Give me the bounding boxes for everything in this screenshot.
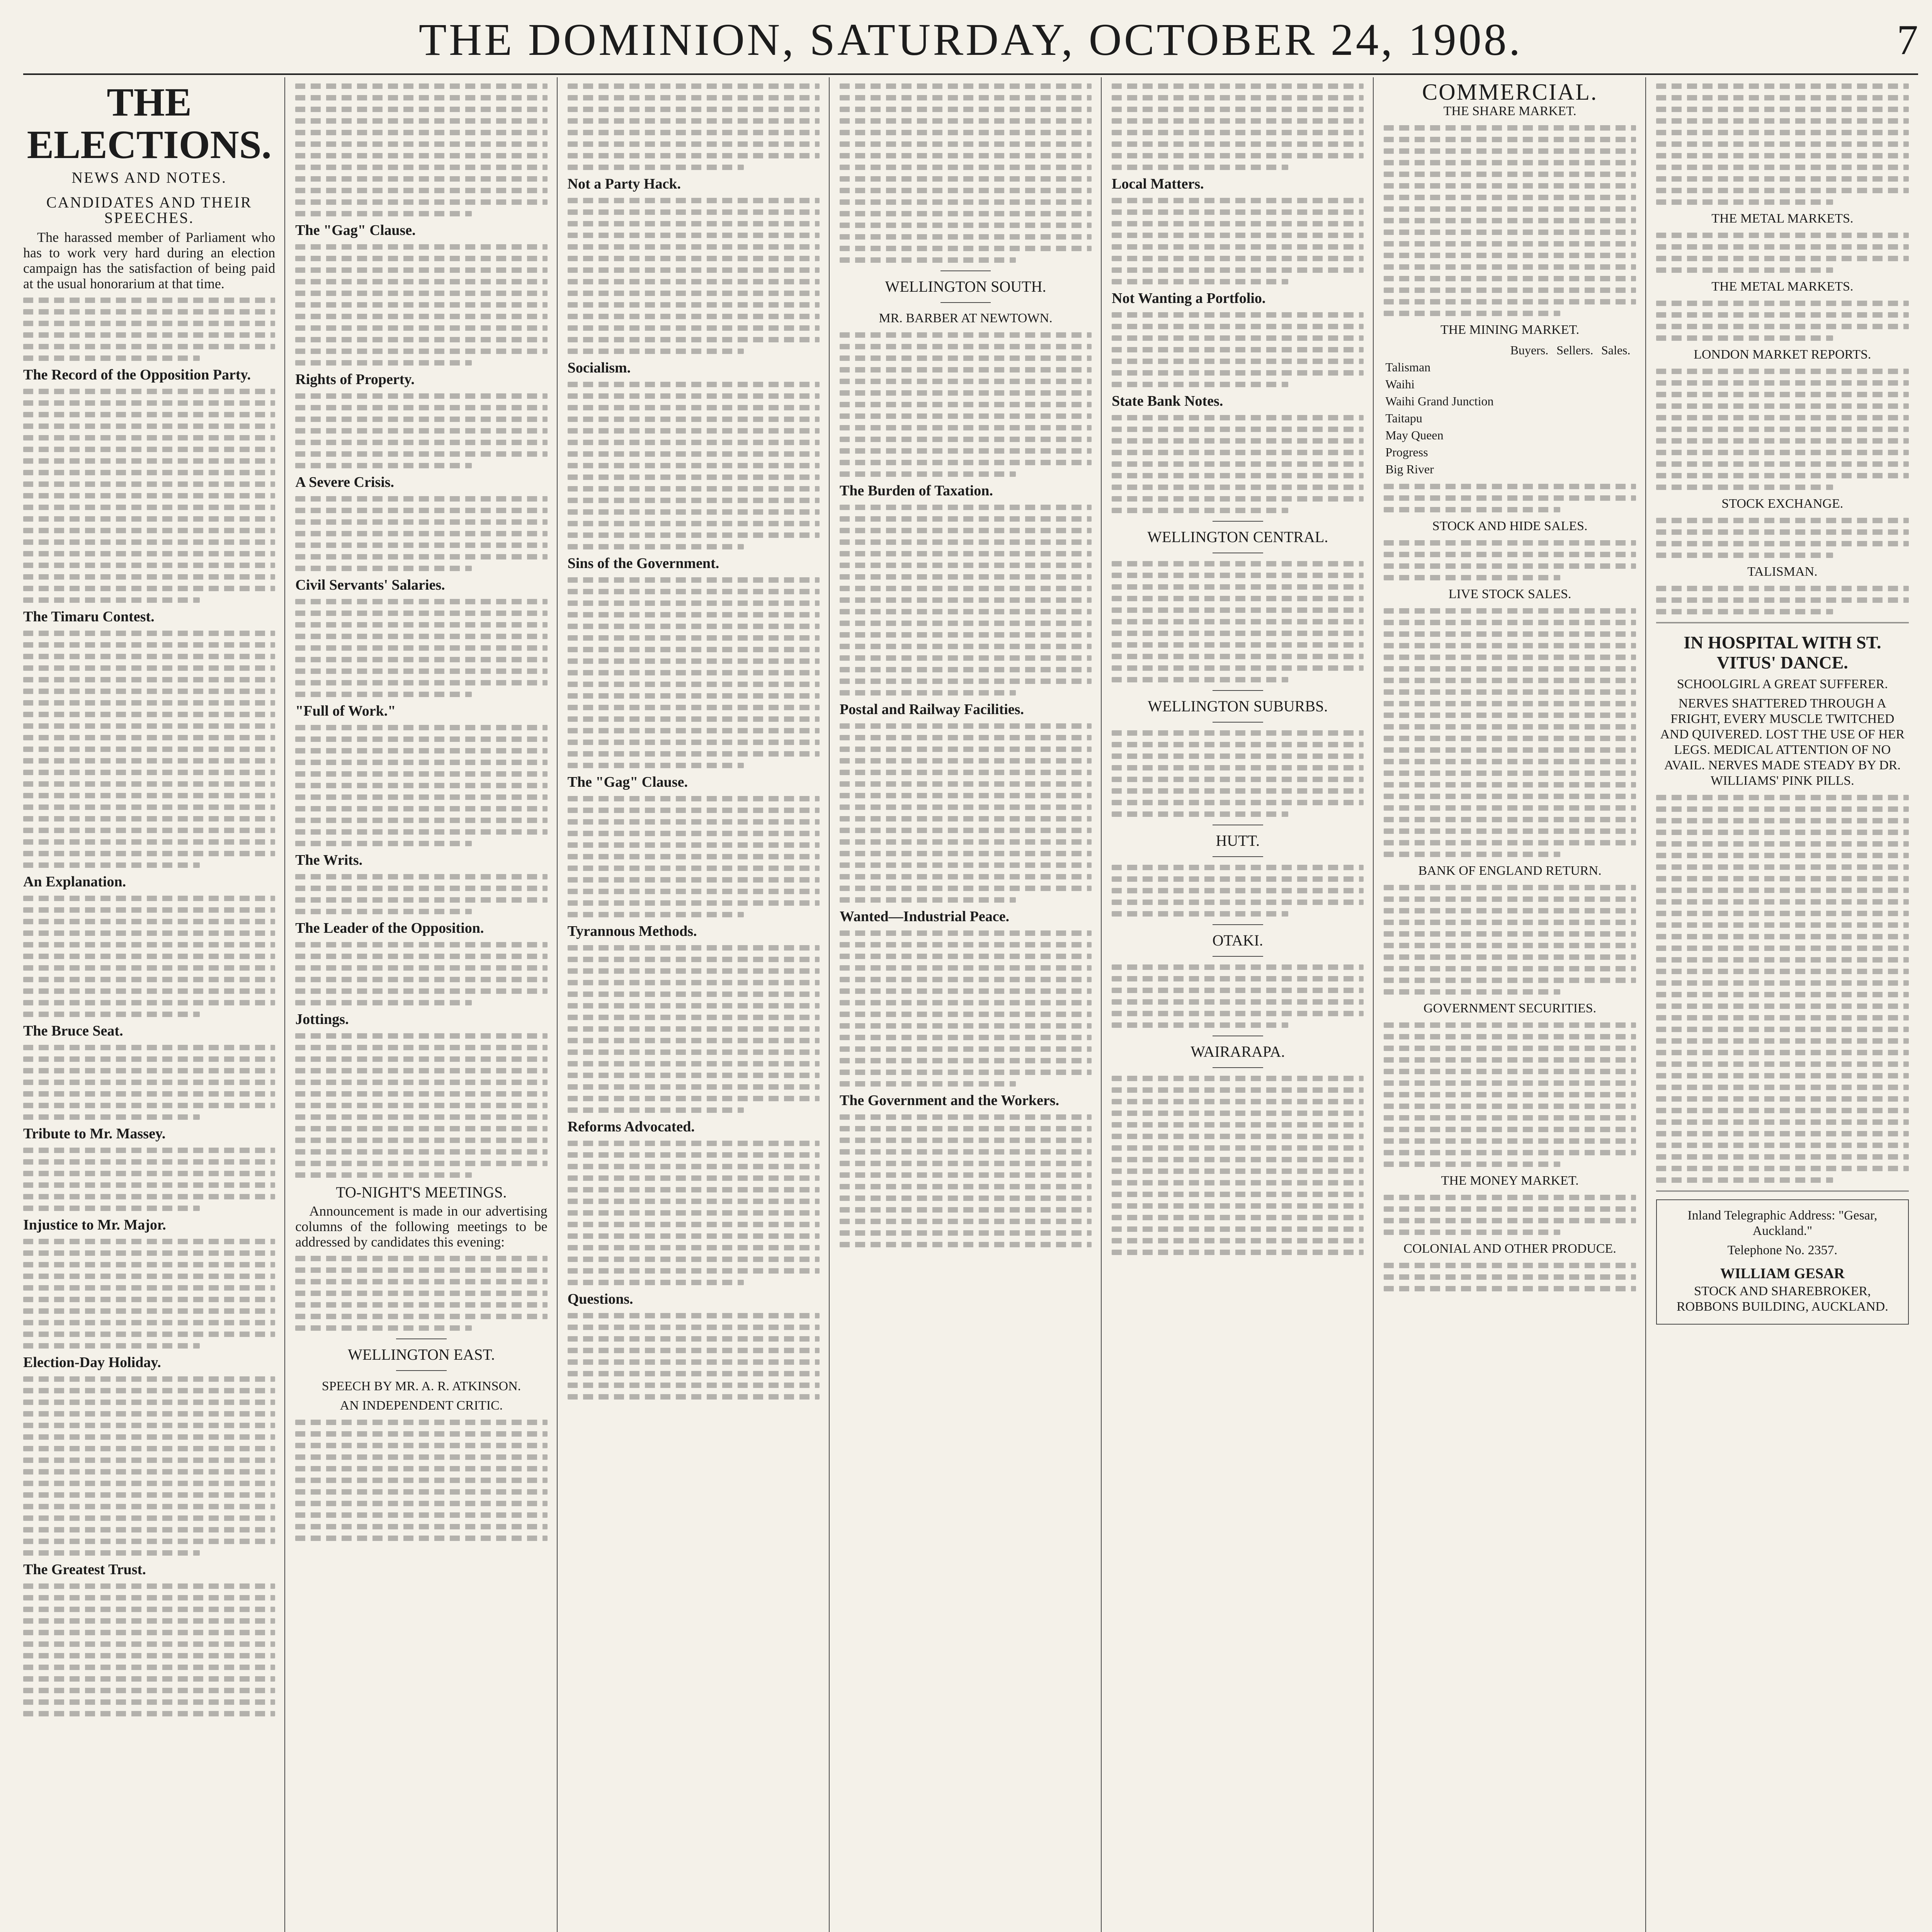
subsection-heading: An Explanation. <box>23 874 126 890</box>
table-row <box>1384 376 1636 393</box>
district-heading: OTAKI. <box>1212 932 1263 949</box>
subsection-heading: Socialism. <box>567 360 631 376</box>
subsection-heading: Sins of the Government. <box>567 555 719 571</box>
subsection-heading: A Severe Crisis. <box>295 474 395 490</box>
para-first: The harassed member of Parliament who has to work very hard during an election campaign has the satisfaction of being paid at the usual honorarium at that time. <box>23 230 276 291</box>
row-label: Waihi <box>1385 377 1415 391</box>
column-header: Buyers. <box>1510 343 1549 357</box>
subsection-heading: The Timaru Contest. <box>23 609 155 625</box>
column-3 <box>568 77 830 1932</box>
table-row <box>1384 444 1636 461</box>
ad-telephone: Telephone No. 2357. <box>1727 1243 1838 1257</box>
ad-tagline: STOCK AND SHAREBROKER, ROBBONS BUILDING, AUCKLAND. <box>1676 1284 1888 1314</box>
section-heading: COLONIAL AND OTHER PRODUCE. <box>1403 1242 1616 1256</box>
section-heading: THE MONEY MARKET. <box>1441 1173 1579 1188</box>
row-label: May Queen <box>1385 428 1444 442</box>
subsection-heading: The Greatest Trust. <box>23 1561 146 1578</box>
subsection-heading: Wanted—Industrial Peace. <box>839 908 1009 925</box>
headline-elections: THE ELECTIONS. <box>27 80 272 167</box>
row-label: Taitapu <box>1385 411 1422 425</box>
masthead <box>23 8 1918 75</box>
row-label: Progress <box>1385 445 1428 459</box>
subsection-heading: The Record of the Opposition Party. <box>23 367 251 383</box>
columns <box>23 77 1918 1932</box>
column-4 <box>840 77 1102 1932</box>
subsection-heading: Not a Party Hack. <box>567 176 681 192</box>
column-header: Sellers. <box>1556 343 1594 357</box>
ad-address: Inland Telegraphic Address: "Gesar, Auckland." <box>1687 1208 1878 1238</box>
critic-heading: AN INDEPENDENT CRITIC. <box>340 1398 503 1413</box>
mining-table <box>1384 342 1636 478</box>
meetings-intro: Announcement is made in our advertising columns of the following meetings to be addressed by candidates this evening: <box>295 1203 548 1250</box>
article-subhead: SCHOOLGIRL A GREAT SUFFERER. <box>1677 677 1888 691</box>
section-heading: THE METAL MARKETS. <box>1711 211 1854 226</box>
subsection-heading: Rights of Property. <box>295 371 415 388</box>
table-row <box>1384 427 1636 444</box>
column-2 <box>295 77 557 1932</box>
subsection-heading: The Burden of Taxation. <box>839 483 993 499</box>
column-header: Sales. <box>1601 343 1631 357</box>
subsection-heading: The Bruce Seat. <box>23 1023 123 1039</box>
subsection-heading: The "Gag" Clause. <box>567 774 688 790</box>
section-heading: TALISMAN. <box>1747 565 1818 579</box>
section-heading: GOVERNMENT SECURITIES. <box>1423 1001 1597 1015</box>
meetings-heading: TO-NIGHT'S MEETINGS. <box>336 1184 507 1201</box>
speech-heading: SPEECH BY MR. A. R. ATKINSON. <box>321 1379 521 1393</box>
subsection-heading: Tribute to Mr. Massey. <box>23 1126 166 1142</box>
column-1 <box>23 77 285 1932</box>
subsection-heading: Jottings. <box>295 1011 349 1027</box>
section-heading: THE MINING MARKET. <box>1440 323 1580 337</box>
table-row <box>1384 461 1636 478</box>
district-heading: WELLINGTON SUBURBS. <box>1148 697 1328 715</box>
district-heading: WELLINGTON SOUTH. <box>885 278 1046 295</box>
column-5 <box>1112 77 1374 1932</box>
masthead-title: THE DOMINION, SATURDAY, OCTOBER 24, 1908. <box>418 14 1523 65</box>
subsection-heading: Questions. <box>567 1291 633 1307</box>
subsection-heading: Election-Day Holiday. <box>23 1354 161 1371</box>
subsection-heading: The Leader of the Opposition. <box>295 920 484 936</box>
district-heading: WELLINGTON EAST. <box>348 1346 495 1363</box>
subsection-heading: The Government and the Workers. <box>839 1092 1060 1109</box>
subsection-heading: Local Matters. <box>1112 176 1204 192</box>
table-row <box>1384 410 1636 427</box>
subsection-heading: "Full of Work." <box>295 703 396 719</box>
subsection-heading: Injustice to Mr. Major. <box>23 1217 166 1233</box>
subsection-heading: Postal and Railway Facilities. <box>839 701 1024 718</box>
subsection-heading: Tyrannous Methods. <box>567 923 697 939</box>
subsection-heading: Reforms Advocated. <box>567 1119 695 1135</box>
subsection-heading: State Bank Notes. <box>1112 393 1223 409</box>
subsection-heading: The "Gag" Clause. <box>295 222 416 238</box>
section-candidates: CANDIDATES AND THEIR SPEECHES. <box>46 194 252 226</box>
subhead-news: NEWS AND NOTES. <box>71 169 227 186</box>
article-headline: IN HOSPITAL WITH ST. VITUS' DANCE. <box>1684 633 1881 672</box>
row-label: Big River <box>1385 462 1434 476</box>
section-heading: THE SHARE MARKET. <box>1443 104 1577 118</box>
meeting-heading: MR. BARBER AT NEWTOWN. <box>879 311 1053 325</box>
page-number: 7 <box>1897 16 1918 63</box>
column-6 <box>1384 77 1646 1932</box>
district-heading: WELLINGTON CENTRAL. <box>1147 528 1328 546</box>
table-row <box>1384 393 1636 410</box>
table-header-row <box>1384 342 1636 359</box>
broker-advertisement <box>1656 1199 1909 1325</box>
section-heading: STOCK AND HIDE SALES. <box>1432 519 1588 533</box>
row-label: Talisman <box>1385 360 1431 374</box>
table-row <box>1384 359 1636 376</box>
subsection-heading: Not Wanting a Portfolio. <box>1112 290 1266 306</box>
district-heading: WAIRARAPA. <box>1190 1043 1285 1060</box>
ad-name: WILLIAM GESAR <box>1720 1265 1845 1282</box>
subsection-heading: Civil Servants' Salaries. <box>295 577 445 593</box>
column-7 <box>1656 77 1918 1932</box>
section-heading: THE METAL MARKETS. <box>1711 279 1854 294</box>
commercial-headline: COMMERCIAL. <box>1422 79 1598 105</box>
section-heading: LIVE STOCK SALES. <box>1448 587 1571 601</box>
article-deck: NERVES SHATTERED THROUGH A FRIGHT, EVERY MUSCLE TWITCHED AND QUIVERED. LOST THE USE OF HER LEGS. MEDICAL ATTENTION OF NO AVAIL. NERVES MADE STEADY BY DR. WILLIAMS' PINK PILLS. <box>1660 696 1905 788</box>
district-heading: HUTT. <box>1216 832 1260 849</box>
subsection-heading: The Writs. <box>295 852 363 868</box>
section-heading: LONDON MARKET REPORTS. <box>1694 347 1871 362</box>
section-heading: BANK OF ENGLAND RETURN. <box>1418 864 1602 878</box>
section-heading: STOCK EXCHANGE. <box>1721 497 1844 511</box>
row-label: Waihi Grand Junction <box>1385 394 1494 408</box>
